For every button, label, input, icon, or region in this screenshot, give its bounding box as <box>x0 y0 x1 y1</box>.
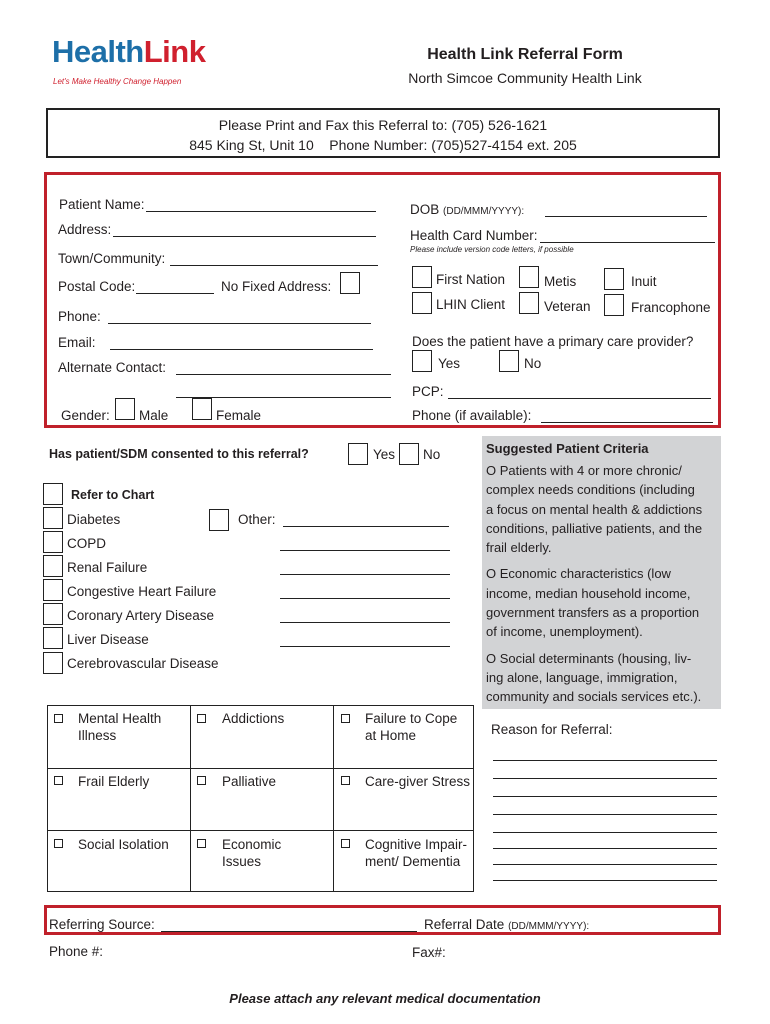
referral-date-label: Referral Date (DD/MMM/YYYY): <box>424 917 590 932</box>
health-card-field[interactable] <box>540 242 715 243</box>
reason-line-6[interactable] <box>493 848 717 849</box>
pcp-label: PCP: <box>412 384 444 399</box>
dob-format: (DD/MMM/YYYY): <box>443 206 525 217</box>
pcp-phone-field[interactable] <box>541 422 713 423</box>
town-label: Town/Community: <box>58 251 166 266</box>
criteria-economic-3: government transfers as a proportion <box>486 605 700 621</box>
first-nation-label: First Nation <box>436 272 506 287</box>
reason-line-7[interactable] <box>493 864 717 865</box>
failure-to-cope-label: Failure to Cope at Home <box>365 711 458 743</box>
first-nation-checkbox[interactable] <box>412 266 432 288</box>
reason-line-8[interactable] <box>493 880 717 881</box>
mental-health-label: Mental Health Illness <box>78 711 162 743</box>
female-label: Female <box>216 408 262 423</box>
criteria-economic-1: O Economic characteristics (low <box>486 566 671 582</box>
consent-yes-label: Yes <box>373 447 396 462</box>
cerebrovascular-label: Cerebrovascular Disease <box>67 656 219 671</box>
social-isolation-label: Social Isolation <box>78 837 169 852</box>
copd-checkbox[interactable] <box>43 531 63 553</box>
referral-date-format: (DD/MMM/YYYY): <box>508 921 590 932</box>
male-label: Male <box>139 408 169 423</box>
other-field-5[interactable] <box>280 622 450 623</box>
copd-label: COPD <box>67 536 107 551</box>
consent-question: Has patient/SDM consented to this referral? <box>49 447 309 461</box>
other-field-4[interactable] <box>280 598 450 599</box>
no-fixed-address-label: No Fixed Address: <box>221 279 332 294</box>
criteria-chronic-3: a focus on mental health & addictions <box>486 501 703 517</box>
criteria-social-3: community and socials services etc.). <box>486 689 702 705</box>
addictions-label: Addictions <box>222 711 285 726</box>
gender-label: Gender: <box>61 408 110 423</box>
other-field-2[interactable] <box>280 550 450 551</box>
liver-disease-checkbox[interactable] <box>43 627 63 649</box>
email-label: Email: <box>58 335 96 350</box>
health-card-note: Please include version code letters, if possible <box>410 245 574 254</box>
pcp-field[interactable] <box>448 398 711 399</box>
criteria-social-1: O Social determinants (housing, liv- <box>486 650 692 666</box>
form-title: Health Link Referral Form <box>427 46 623 63</box>
pcp-phone-label: Phone (if available): <box>412 408 532 423</box>
postal-code-field[interactable] <box>136 293 214 294</box>
frail-elderly-label: Frail Elderly <box>78 774 150 789</box>
dob-field[interactable] <box>545 216 707 217</box>
failure-to-cope-checkbox[interactable] <box>341 714 350 723</box>
address-field[interactable] <box>113 236 376 237</box>
veteran-label: Veteran <box>544 299 591 314</box>
social-isolation-checkbox[interactable] <box>54 839 63 848</box>
reason-line-4[interactable] <box>493 814 717 815</box>
dob-label: DOB (DD/MMM/YYYY): <box>410 202 525 217</box>
addictions-checkbox[interactable] <box>197 714 206 723</box>
caregiver-stress-checkbox[interactable] <box>341 776 350 785</box>
metis-checkbox[interactable] <box>519 266 539 288</box>
criteria-economic-2: income, median household income, <box>486 585 691 601</box>
town-field[interactable] <box>170 265 378 266</box>
reason-line-5[interactable] <box>493 832 717 833</box>
reason-line-3[interactable] <box>493 796 717 797</box>
referring-phone-label: Phone #: <box>49 944 104 959</box>
criteria-economic-4: of income, unemployment). <box>486 624 643 640</box>
other-checkbox[interactable] <box>209 509 229 531</box>
cognitive-impairment-label: Cognitive Impair- ment/ Dementia <box>365 837 468 869</box>
cad-label: Coronary Artery Disease <box>67 608 215 623</box>
postal-code-label: Postal Code: <box>58 279 136 294</box>
other-field-3[interactable] <box>280 574 450 575</box>
other-field-6[interactable] <box>280 646 450 647</box>
refer-to-chart-heading: Refer to Chart <box>71 488 155 502</box>
criteria-social-2: ing alone, language, immigration, <box>486 669 678 685</box>
reason-line-2[interactable] <box>493 778 717 779</box>
consent-yes-checkbox[interactable] <box>348 443 368 465</box>
criteria-chronic-1: O Patients with 4 or more chronic/ <box>486 463 682 478</box>
renal-failure-label: Renal Failure <box>67 560 148 575</box>
caregiver-stress-label: Care-giver Stress <box>365 774 471 789</box>
inuit-label: Inuit <box>631 274 657 289</box>
liver-disease-label: Liver Disease <box>67 632 149 647</box>
veteran-checkbox[interactable] <box>519 292 539 314</box>
chf-checkbox[interactable] <box>43 579 63 601</box>
primary-care-yes-label: Yes <box>438 356 461 371</box>
chf-label: Congestive Heart Failure <box>67 584 217 599</box>
patient-name-label: Patient Name: <box>59 197 145 212</box>
metis-label: Metis <box>544 274 577 289</box>
primary-care-no-label: No <box>524 356 542 371</box>
footer-note: Please attach any relevant medical documentation <box>229 991 541 1006</box>
no-fixed-address-checkbox[interactable] <box>340 272 360 294</box>
phone-field[interactable] <box>108 323 371 324</box>
alternate-contact-field[interactable] <box>176 374 391 375</box>
fax-line-2: 845 King St, Unit 10 Phone Number: (705)527-4154 ext. 205 <box>189 137 577 153</box>
referring-source-field[interactable] <box>161 931 417 932</box>
diabetes-checkbox[interactable] <box>43 507 63 529</box>
primary-care-yes-checkbox[interactable] <box>412 350 432 372</box>
fax-line-1: Please Print and Fax this Referral to: (705) 526-1621 <box>218 117 548 133</box>
alternate-contact-label: Alternate Contact: <box>58 360 167 375</box>
inuit-checkbox[interactable] <box>604 268 624 290</box>
francophone-checkbox[interactable] <box>604 294 624 316</box>
consent-no-checkbox[interactable] <box>399 443 419 465</box>
other-field-1[interactable] <box>283 526 449 527</box>
palliative-label: Palliative <box>222 774 277 789</box>
logo-tagline: Let's Make Healthy Change Happen <box>53 77 182 86</box>
issues-grid <box>47 705 474 892</box>
referring-source-label: Referring Source: <box>49 917 155 932</box>
refer-to-chart-checkbox[interactable] <box>43 483 63 505</box>
primary-care-question: Does the patient have a primary care provider? <box>412 334 694 349</box>
referring-fax-label: Fax#: <box>412 945 446 960</box>
form-subtitle: North Simcoe Community Health Link <box>408 70 642 86</box>
consent-no-label: No <box>423 447 441 462</box>
primary-care-no-checkbox[interactable] <box>499 350 519 372</box>
reason-line-1[interactable] <box>493 760 717 761</box>
criteria-chronic-2: complex needs conditions (including <box>486 482 695 498</box>
economic-issues-checkbox[interactable] <box>197 839 206 848</box>
criteria-chronic-5: frail elderly. <box>486 540 552 556</box>
patient-name-field[interactable] <box>146 211 376 212</box>
frail-elderly-checkbox[interactable] <box>54 776 63 785</box>
palliative-checkbox[interactable] <box>197 776 206 785</box>
renal-failure-checkbox[interactable] <box>43 555 63 577</box>
economic-issues-label: Economic Issues <box>222 837 282 869</box>
diabetes-label: Diabetes <box>67 512 121 527</box>
female-checkbox[interactable] <box>192 398 212 420</box>
male-checkbox[interactable] <box>115 398 135 420</box>
criteria-chronic-4: conditions, palliative patients, and the <box>486 520 703 536</box>
address-label: Address: <box>58 222 112 237</box>
phone-label: Phone: <box>58 309 101 324</box>
lhin-client-label: LHIN Client <box>436 297 506 312</box>
mental-health-checkbox[interactable] <box>54 714 63 723</box>
criteria-heading: Suggested Patient Criteria <box>486 441 649 456</box>
healthlink-logo: HealthLink <box>52 34 206 69</box>
cognitive-impairment-checkbox[interactable] <box>341 839 350 848</box>
suggested-criteria-panel <box>482 436 721 709</box>
cad-checkbox[interactable] <box>43 603 63 625</box>
email-field[interactable] <box>110 349 373 350</box>
fax-instructions-box <box>46 108 720 158</box>
other-label: Other: <box>238 512 276 527</box>
lhin-client-checkbox[interactable] <box>412 292 432 314</box>
health-card-label: Health Card Number: <box>410 228 538 243</box>
cerebrovascular-checkbox[interactable] <box>43 652 63 674</box>
francophone-label: Francophone <box>631 300 711 315</box>
reason-for-referral-label: Reason for Referral: <box>491 722 613 737</box>
